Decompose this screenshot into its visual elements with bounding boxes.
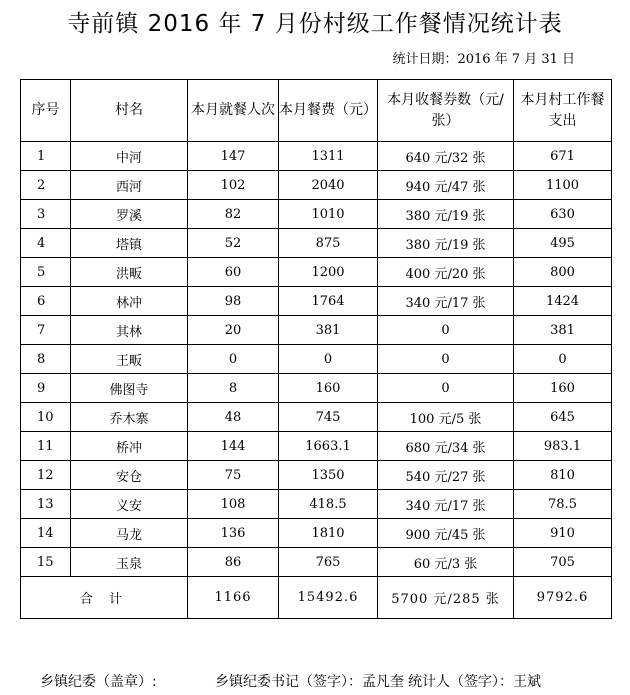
cell-no: 15 [21,548,71,577]
cell-no: 2 [21,171,71,200]
cell-diners: 147 [188,142,279,171]
total-expense: 9792.6 [514,577,612,619]
cell-coupons: 380 元/19 张 [378,200,514,229]
cell-coupons: 100 元/5 张 [378,403,514,432]
cell-meal-cost: 1810 [279,519,378,548]
cell-coupons: 400 元/20 张 [378,258,514,287]
cell-no: 7 [21,316,71,345]
cell-diners: 136 [188,519,279,548]
total-label: 合 计 [21,577,188,619]
cell-diners: 98 [188,287,279,316]
cell-expense: 160 [514,374,612,403]
table-row [21,490,612,519]
committee-seal-label: 乡镇纪委（盖章）: [40,674,157,690]
header-village: 村名 [71,80,188,142]
header-diners: 本月就餐人次 [188,80,279,142]
cell-no: 1 [21,142,71,171]
cell-no: 3 [21,200,71,229]
cell-meal-cost: 0 [279,345,378,374]
table-row [21,171,612,200]
cell-diners: 82 [188,200,279,229]
statistician-signature-label: 统计人（签字）：王斌 [408,674,541,690]
cell-diners: 60 [188,258,279,287]
meal-statistics-table [20,79,612,619]
table-row [21,461,612,490]
cell-expense: 671 [514,142,612,171]
table-row [21,519,612,548]
cell-expense: 983.1 [514,432,612,461]
total-diners: 1166 [188,577,279,619]
table-row [21,287,612,316]
cell-no: 8 [21,345,71,374]
cell-no: 13 [21,490,71,519]
cell-village: 其林 [71,316,188,345]
cell-coupons: 900 元/45 张 [378,519,514,548]
cell-diners: 86 [188,548,279,577]
cell-village: 佛图寺 [71,374,188,403]
cell-diners: 20 [188,316,279,345]
cell-village: 乔木寨 [71,403,188,432]
table-row [21,432,612,461]
table-row [21,229,612,258]
cell-meal-cost: 160 [279,374,378,403]
cell-village: 塔镇 [71,229,188,258]
total-meal-cost: 15492.6 [279,577,378,619]
cell-meal-cost: 745 [279,403,378,432]
cell-diners: 75 [188,461,279,490]
table-row [21,316,612,345]
header-coupons: 本月收餐券数（元/张） [378,80,514,142]
table-row [21,200,612,229]
cell-village: 王畈 [71,345,188,374]
table-row [21,548,612,577]
total-row [21,577,612,619]
secretary-signature-label: 乡镇纪委书记（签字）：孟凡奎 [215,674,404,690]
cell-village: 桥冲 [71,432,188,461]
cell-coupons: 540 元/27 张 [378,461,514,490]
table-row [21,345,612,374]
cell-village: 玉泉 [71,548,188,577]
document-title: 寺前镇 2016 年 7 月份村级工作餐情况统计表 [67,11,563,37]
cell-meal-cost: 1764 [279,287,378,316]
cell-diners: 102 [188,171,279,200]
cell-village: 安仓 [71,461,188,490]
cell-no: 6 [21,287,71,316]
table-row [21,142,612,171]
cell-coupons: 0 [378,374,514,403]
cell-meal-cost: 1663.1 [279,432,378,461]
cell-no: 10 [21,403,71,432]
cell-meal-cost: 1311 [279,142,378,171]
cell-no: 12 [21,461,71,490]
cell-coupons: 640 元/32 张 [378,142,514,171]
cell-coupons: 340 元/17 张 [378,490,514,519]
cell-meal-cost: 1010 [279,200,378,229]
cell-expense: 1424 [514,287,612,316]
total-coupons: 5700 元/285 张 [378,577,514,619]
signature-footer [40,671,541,691]
cell-meal-cost: 1350 [279,461,378,490]
cell-expense: 800 [514,258,612,287]
cell-village: 中河 [71,142,188,171]
cell-meal-cost: 1200 [279,258,378,287]
cell-village: 义安 [71,490,188,519]
cell-meal-cost: 381 [279,316,378,345]
cell-diners: 8 [188,374,279,403]
cell-coupons: 60 元/3 张 [378,548,514,577]
cell-expense: 645 [514,403,612,432]
cell-coupons: 340 元/17 张 [378,287,514,316]
table-row [21,258,612,287]
cell-expense: 381 [514,316,612,345]
cell-village: 罗溪 [71,200,188,229]
cell-village: 林冲 [71,287,188,316]
cell-no: 5 [21,258,71,287]
cell-expense: 630 [514,200,612,229]
cell-expense: 0 [514,345,612,374]
header-meal-cost: 本月餐费（元） [279,80,378,142]
cell-no: 9 [21,374,71,403]
cell-diners: 48 [188,403,279,432]
header-no: 序号 [21,80,71,142]
cell-meal-cost: 418.5 [279,490,378,519]
cell-coupons: 940 元/47 张 [378,171,514,200]
cell-village: 马龙 [71,519,188,548]
cell-meal-cost: 765 [279,548,378,577]
cell-no: 14 [21,519,71,548]
table-row [21,403,612,432]
cell-expense: 78.5 [514,490,612,519]
statistics-date: 统计日期：2016 年 7 月 31 日 [392,52,575,67]
cell-coupons: 0 [378,316,514,345]
table-header-row [21,80,612,142]
cell-coupons: 0 [378,345,514,374]
cell-village: 西河 [71,171,188,200]
cell-diners: 108 [188,490,279,519]
cell-expense: 1100 [514,171,612,200]
cell-no: 11 [21,432,71,461]
cell-village: 洪畈 [71,258,188,287]
cell-coupons: 380 元/19 张 [378,229,514,258]
cell-meal-cost: 2040 [279,171,378,200]
header-expense: 本月村工作餐支出 [514,80,612,142]
cell-expense: 495 [514,229,612,258]
cell-expense: 910 [514,519,612,548]
table-body [21,142,612,577]
table-row [21,374,612,403]
cell-coupons: 680 元/34 张 [378,432,514,461]
cell-meal-cost: 875 [279,229,378,258]
cell-diners: 144 [188,432,279,461]
cell-diners: 52 [188,229,279,258]
cell-no: 4 [21,229,71,258]
cell-diners: 0 [188,345,279,374]
cell-expense: 705 [514,548,612,577]
cell-expense: 810 [514,461,612,490]
